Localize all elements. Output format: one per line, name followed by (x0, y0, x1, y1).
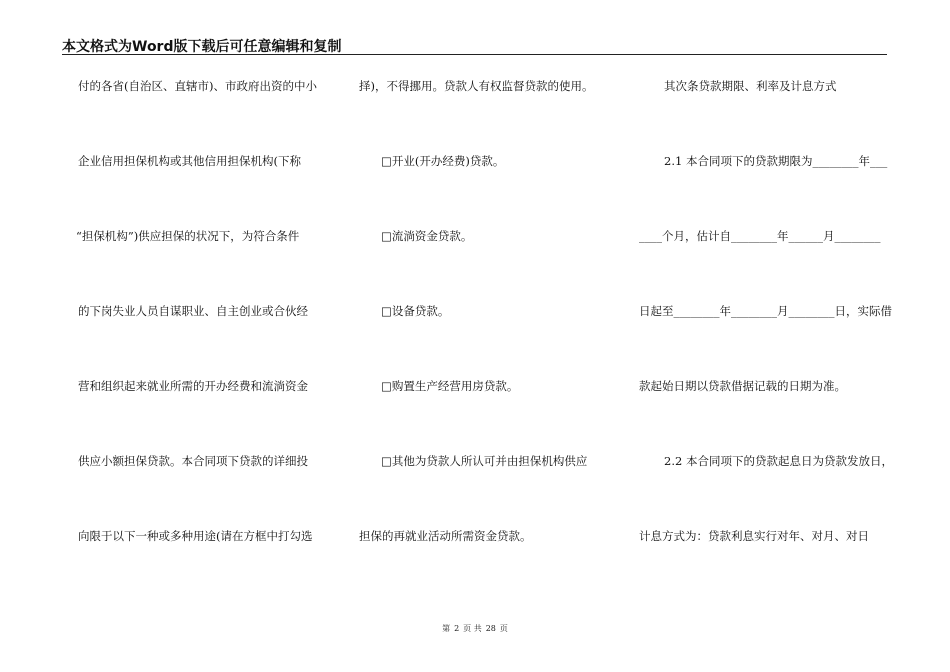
current-page: 2 (454, 624, 460, 633)
checkbox-option: □购置生产经营用房贷款。 (381, 379, 519, 393)
section-heading: 其次条贷款期限、利率及计息方式 (664, 79, 837, 93)
text-line: 企业信用担保机构或其他信用担保机构(下称 (78, 154, 301, 168)
checkbox-option: □开业(开办经费)贷款。 (381, 154, 505, 168)
text-line: 计息方式为：贷款利息实行对年、对月、对日 (639, 529, 869, 543)
text-line: 款起始日期以贷款借据记载的日期为准。 (639, 379, 846, 393)
footer-prefix: 第 (442, 624, 451, 633)
text-line: 担保的再就业活动所需资金贷款。 (359, 529, 532, 543)
text-line: 供应小额担保贷款。本合同项下贷款的详细投 (78, 454, 308, 468)
text-line: 2.2 本合同项下的贷款起息日为贷款发放日， (664, 454, 893, 468)
text-line: 营和组织起来就业所需的开办经费和流淌资金 (78, 379, 308, 393)
header-divider (62, 54, 887, 55)
text-line: 向限于以下一种或多种用途(请在方框中打勾选 (78, 529, 313, 543)
total-pages: 28 (485, 624, 496, 633)
checkbox-option: □设备贷款。 (381, 304, 450, 318)
text-line: 2.1 本合同项下的贷款期限为________年___ (664, 154, 888, 168)
text-line: 的下岗失业人员自谋职业、自主创业或合伙经 (78, 304, 308, 318)
footer-middle: 页 共 (463, 624, 482, 633)
checkbox-option: □流淌资金贷款。 (381, 229, 473, 243)
text-line: 择)，不得挪用。贷款人有权监督贷款的使用。 (359, 79, 594, 93)
text-line: “担保机构”)供应担保的状况下，为符合条件 (76, 229, 300, 243)
page-number-footer (0, 623, 950, 634)
text-line: ____个月，估计自________年______月________ (639, 229, 881, 243)
document-title: 本文格式为Word版下载后可任意编辑和复制 (62, 39, 342, 55)
footer-suffix: 页 (499, 624, 508, 633)
checkbox-option: □其他为贷款人所认可并由担保机构供应 (381, 454, 588, 468)
text-line: 付的各省(自治区、直辖市)、市政府出资的中小 (78, 79, 317, 93)
text-line: 日起至________年________月________日，实际借 (639, 304, 892, 318)
